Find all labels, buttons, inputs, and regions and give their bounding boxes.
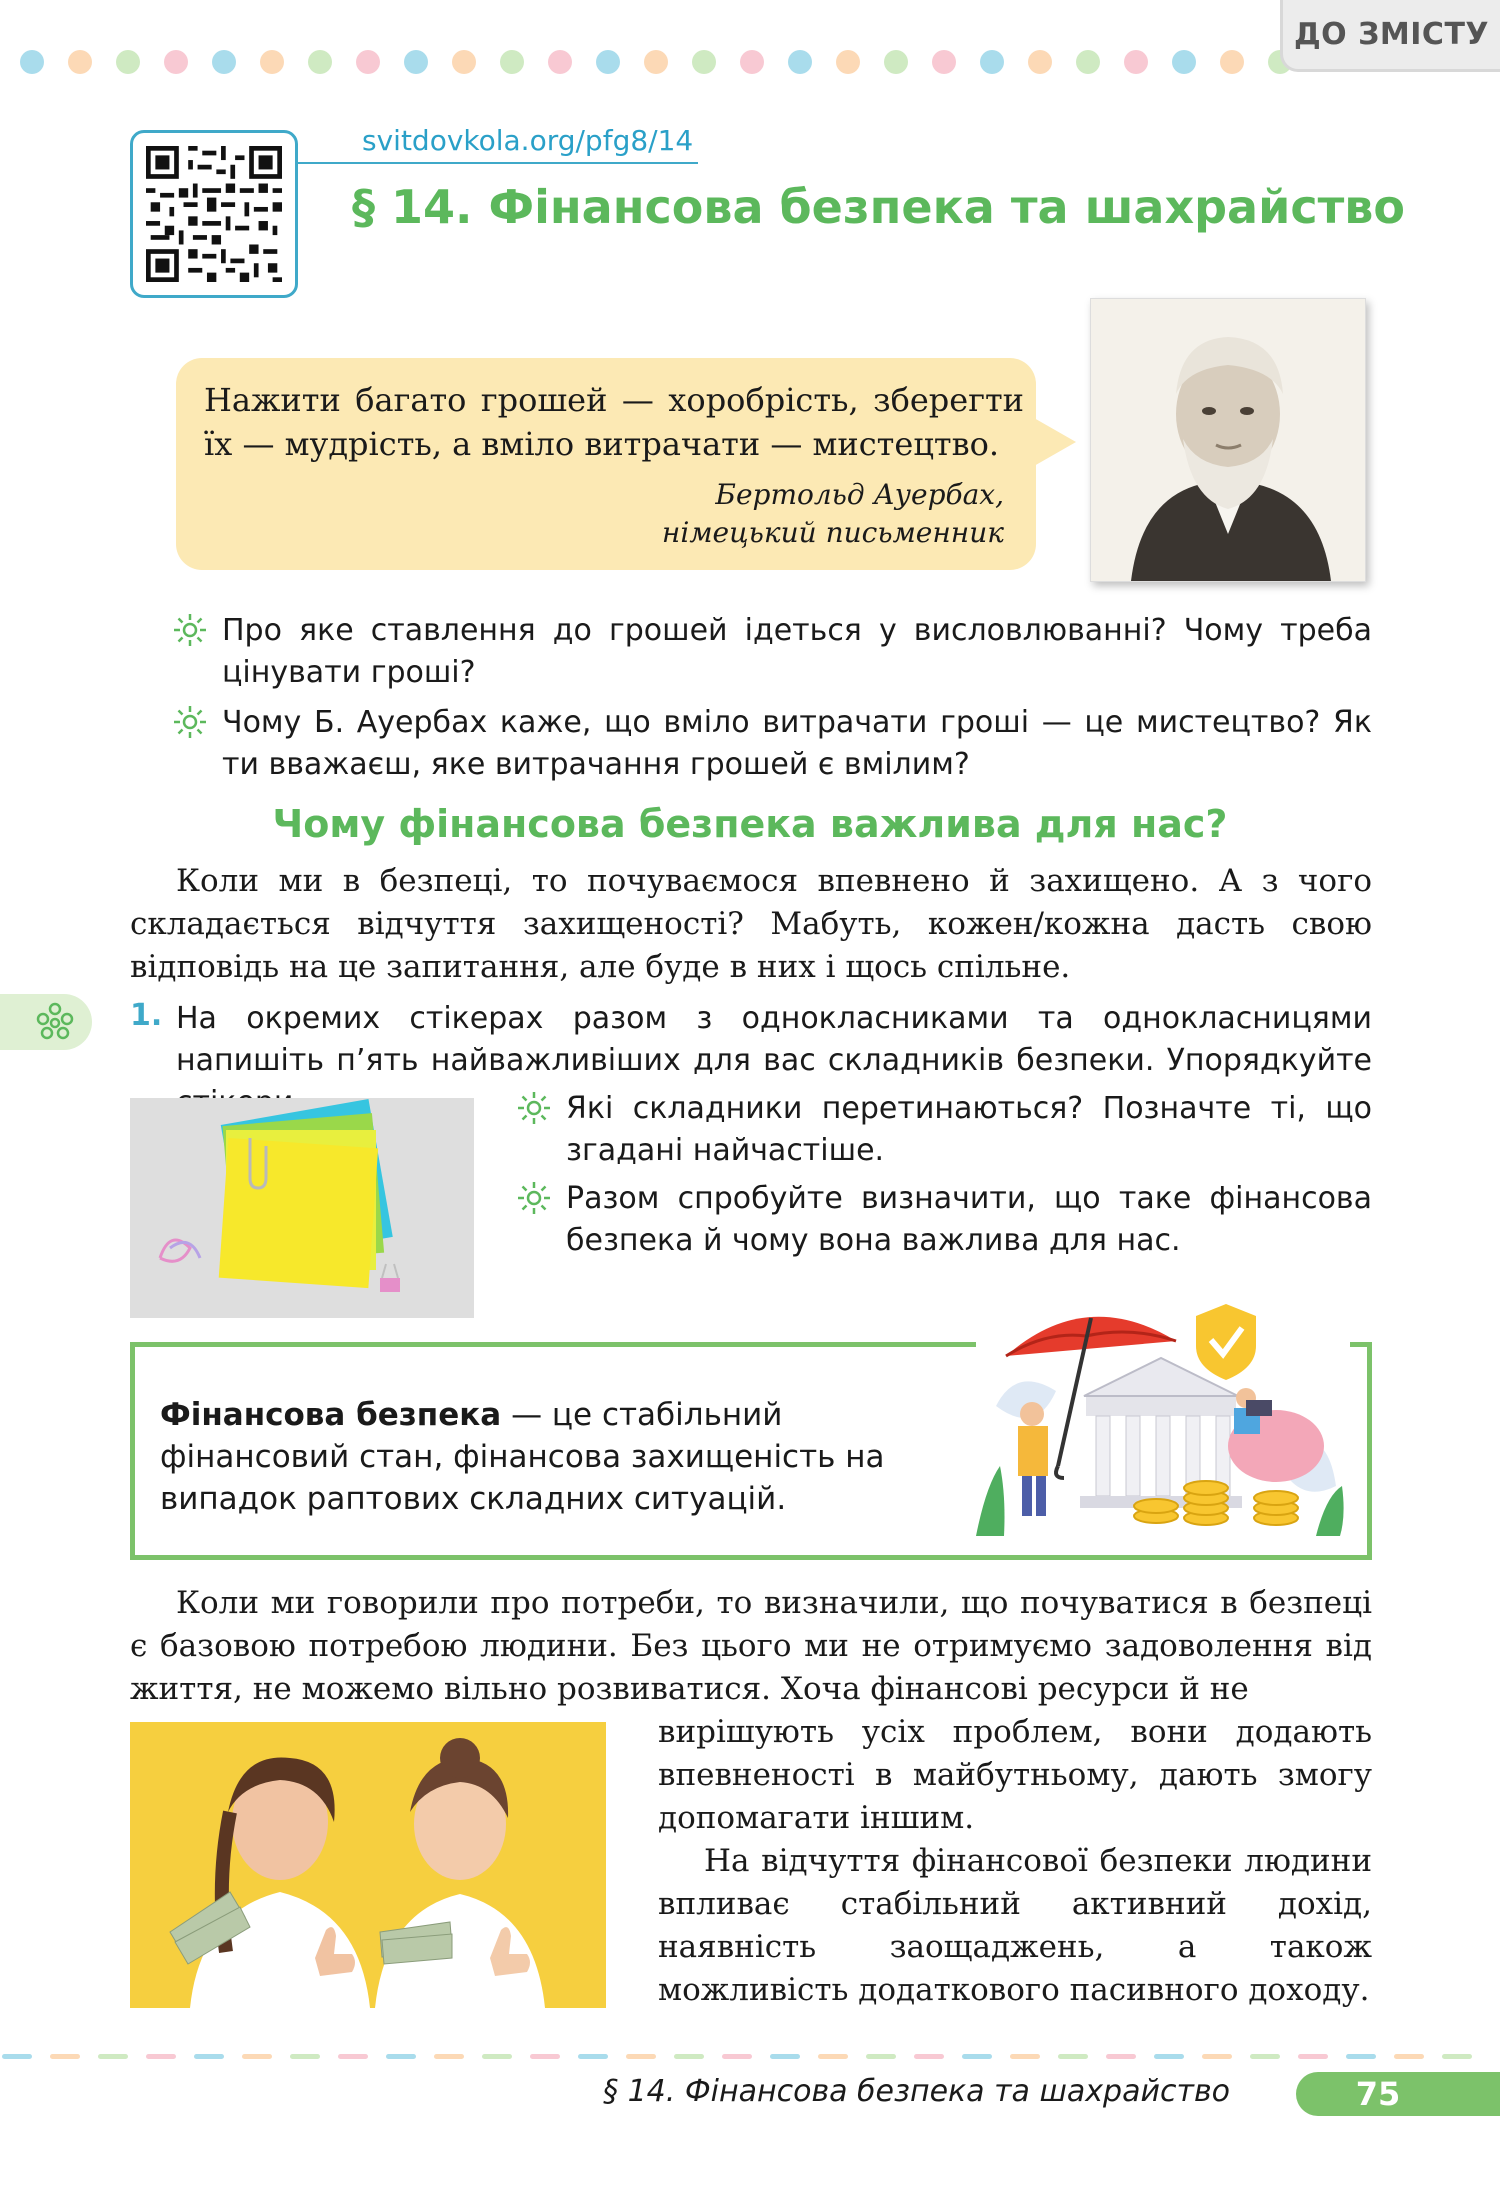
decorative-dot	[68, 50, 92, 74]
decorative-dash	[1394, 2054, 1424, 2059]
decorative-dot	[692, 50, 716, 74]
quote-bubble-tail	[1034, 418, 1076, 466]
decorative-dash	[386, 2054, 416, 2059]
sun-bullet-icon	[172, 704, 208, 740]
top-dot-border	[20, 50, 1290, 74]
decorative-dash	[914, 2054, 944, 2059]
task-number: 1.	[130, 998, 163, 1033]
quote-author-role: німецький письменник	[661, 516, 1004, 549]
group-work-marker	[0, 994, 92, 1050]
decorative-dash	[434, 2054, 464, 2059]
decorative-dash	[194, 2054, 224, 2059]
qr-link-underline	[298, 162, 698, 164]
decorative-dash	[578, 2054, 608, 2059]
decorative-dash	[818, 2054, 848, 2059]
decorative-dash	[1250, 2054, 1280, 2059]
author-portrait-image	[1090, 298, 1366, 582]
sun-bullet-icon	[172, 612, 208, 648]
table-of-contents-button[interactable]: ДО ЗМІСТУ	[1280, 0, 1500, 72]
decorative-dash	[482, 2054, 512, 2059]
decorative-dot	[596, 50, 620, 74]
decorative-dot	[116, 50, 140, 74]
decorative-dot	[20, 50, 44, 74]
question-item-1	[172, 610, 1372, 694]
intro-paragraph: Коли ми в безпеці, то почуваємося впевнено й захищено. А з чого складається відчуття захищеності? Мабуть, кожен/кожна дасть свою відповідь на це запитання, але буде в них і щось спільне.	[130, 863, 1372, 985]
decorative-dot	[932, 50, 956, 74]
decorative-dot	[452, 50, 476, 74]
girls-with-money-image	[130, 1722, 606, 2008]
decorative-dot	[308, 50, 332, 74]
decorative-dot	[884, 50, 908, 74]
girls-photo-illustration	[130, 1722, 606, 2008]
decorative-dot	[1124, 50, 1148, 74]
decorative-dot	[404, 50, 428, 74]
decorative-dash	[1154, 2054, 1184, 2059]
decorative-dot	[740, 50, 764, 74]
decorative-dot	[644, 50, 668, 74]
decorative-dash	[1346, 2054, 1376, 2059]
page-number: 75	[1296, 2072, 1500, 2116]
sub-question-item-1	[516, 1088, 1372, 1172]
definition-text	[160, 1394, 980, 1520]
bottom-dash-border	[0, 2054, 1500, 2060]
decorative-dot	[548, 50, 572, 74]
decorative-dash	[146, 2054, 176, 2059]
decorative-dash	[50, 2054, 80, 2059]
decorative-dot	[212, 50, 236, 74]
quote-text: Нажити багато грошей — хоробрість, зберегти їх — мудрість, а вміло витрачати — мистецтво.	[204, 381, 1024, 463]
qr-url-link[interactable]: svitdovkola.org/pfg8/14	[362, 124, 694, 157]
decorative-dot	[1028, 50, 1052, 74]
decorative-dash	[242, 2054, 272, 2059]
decorative-dash	[1058, 2054, 1088, 2059]
definition-term: Фінансова безпека	[160, 1397, 502, 1433]
section-heading: Чому фінансова безпека важлива для нас?	[272, 802, 1228, 846]
decorative-dash	[674, 2054, 704, 2059]
decorative-dash	[962, 2054, 992, 2059]
sun-bullet-icon	[516, 1090, 552, 1126]
decorative-dot	[356, 50, 380, 74]
decorative-dash	[770, 2054, 800, 2059]
decorative-dash	[866, 2054, 896, 2059]
question-text: Чому Б. Ауербах каже, що вміло витрачати гроші — це мистецтво? Як ти вважаєш, яке витрачання грошей є вмілим?	[222, 705, 1372, 782]
qr-code[interactable]	[130, 130, 298, 298]
decorative-dot	[980, 50, 1004, 74]
decorative-dot	[788, 50, 812, 74]
paragraph-resources: вирішують усіх проблем, вони додають впевненості в майбутньому, дають змогу допомагати іншим.	[658, 1714, 1372, 1836]
decorative-dash	[1106, 2054, 1136, 2059]
question-item-2	[172, 702, 1372, 786]
decorative-dash	[626, 2054, 656, 2059]
decorative-dot	[1076, 50, 1100, 74]
question-text: Про яке ставлення до грошей ідеться у висловлюванні? Чому треба цінувати гроші?	[222, 613, 1372, 690]
group-people-icon	[32, 999, 78, 1045]
page-title: § 14. Фінансова безпека та шахрайство	[352, 180, 1405, 234]
decorative-dot	[500, 50, 524, 74]
sub-question-text: Разом спробуйте визначити, що таке фінансова безпека й чому вона важлива для нас.	[566, 1181, 1372, 1258]
quote-author-name: Бертольд Ауербах,	[715, 478, 1004, 511]
decorative-dash	[98, 2054, 128, 2059]
decorative-dash	[1442, 2054, 1472, 2059]
sun-bullet-icon	[516, 1180, 552, 1216]
footer-chapter-title: § 14. Фінансова безпека та шахрайство	[603, 2074, 1230, 2109]
decorative-dash	[338, 2054, 368, 2059]
decorative-dash	[2, 2054, 32, 2059]
task-text: На окремих стікерах разом з однокласниками та однокласницями напишіть п’ять найважливіших для вас складників безпеки. Упорядкуйте	[176, 1001, 1372, 1078]
decorative-dash	[1202, 2054, 1232, 2059]
decorative-dot	[164, 50, 188, 74]
decorative-dot	[260, 50, 284, 74]
decorative-dash	[530, 2054, 560, 2059]
qr-code-icon	[146, 146, 282, 282]
sticky-notes-image	[130, 1098, 474, 1318]
definition-body: — це стабільний фінансовий стан, фінансова захищеність на випадок раптових складних ситуацій.	[160, 1397, 885, 1517]
decorative-dot	[1172, 50, 1196, 74]
sticky-notes-illustration	[130, 1098, 474, 1318]
sub-question-item-2	[516, 1178, 1372, 1262]
paragraph-needs: Коли ми говорили про потреби, то визначили, що почуватися в безпеці є базовою потребою людини. Без цього ми не отримуємо задоволення від життя, не можемо вільно розвиватися. Хоча фінансові ресурси й не	[130, 1585, 1372, 1707]
portrait-illustration	[1091, 299, 1365, 581]
decorative-dot	[1220, 50, 1244, 74]
decorative-dot	[836, 50, 860, 74]
quote-attribution	[204, 476, 1004, 552]
decorative-dash	[722, 2054, 752, 2059]
financial-security-illustration	[976, 1296, 1350, 1536]
paragraph-financial-safety: На відчуття фінансової безпеки людини впливає стабільний активний дохід, наявність заощаджень, а також можливість додаткового пасивного доходу.	[658, 1843, 1372, 2008]
umbrella-bank-illustration	[976, 1296, 1350, 1536]
decorative-dash	[290, 2054, 320, 2059]
decorative-dash	[1298, 2054, 1328, 2059]
decorative-dash	[1010, 2054, 1040, 2059]
sub-question-text: Які складники перетинаються? Позначте ті, що згадані найчастіше.	[566, 1091, 1372, 1168]
